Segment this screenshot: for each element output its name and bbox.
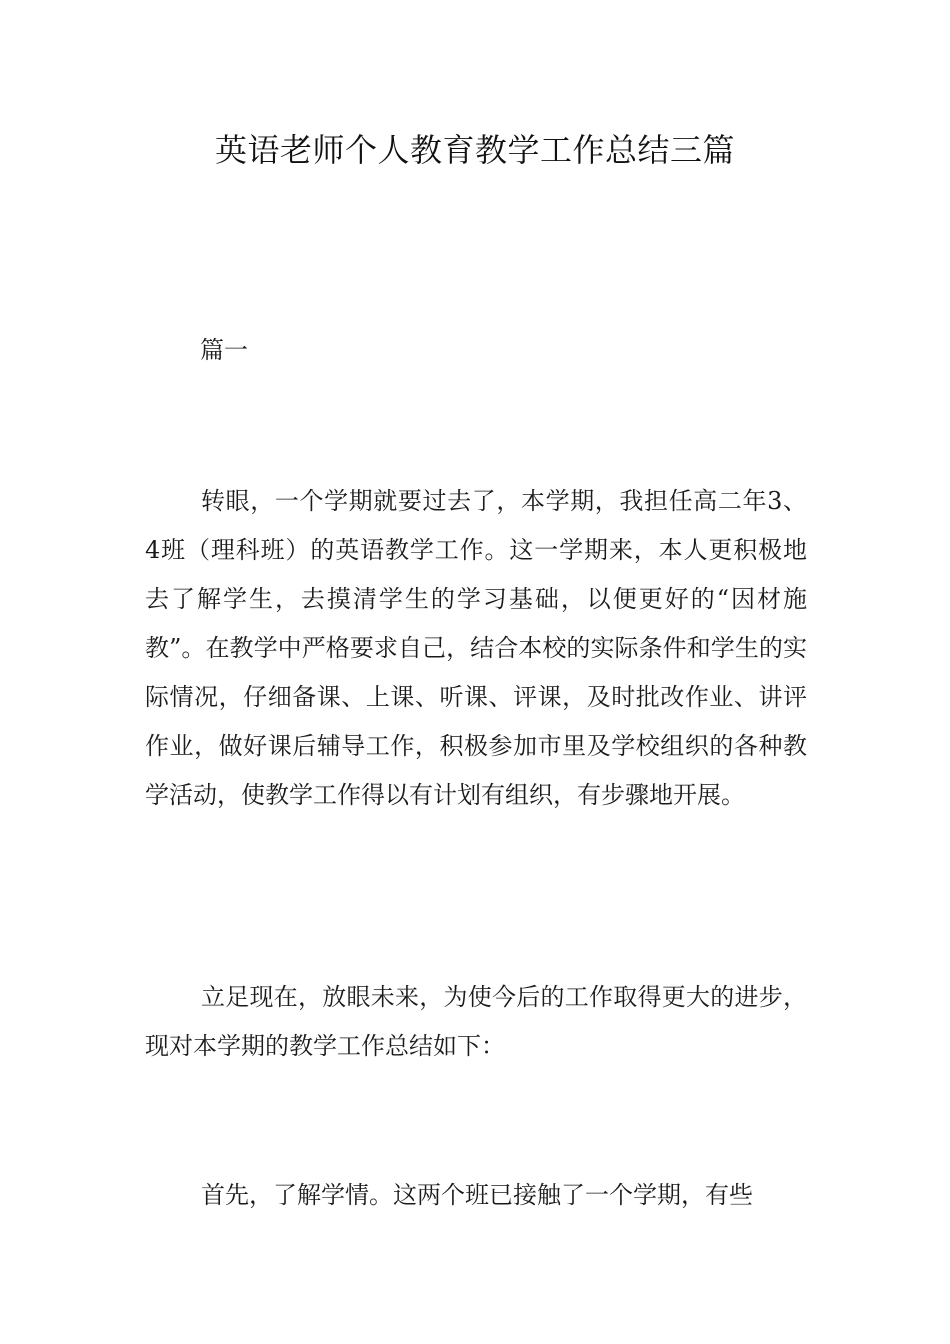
document-title: 英语老师个人教育教学工作总结三篇 bbox=[214, 131, 735, 169]
paragraph: 首先，了解学情。这两个班已接触了一个学期，有些 bbox=[201, 1181, 753, 1209]
paragraph: 转眼，一个学期就要过去了，本学期，我担任高二年3、4班（理科班）的英语教学工作。这一学期来，本人更积极地去了解学生，去摸清学生的学习基础，以便更好的“因材施教”。在教学中严格要求自己，结合本校的实际条件和学生的实际情况，仔细备课、上课、听课、评课，及时批改作业、讲评作业，做好课后辅导工作，积极参加市里及学校组织的各种教学活动，使教学工作得以有计划有组织，有步骤地开展。 bbox=[145, 487, 807, 809]
section-label: 篇一 bbox=[200, 336, 248, 364]
paragraph: 立足现在，放眼未来，为使今后的工作取得更大的进步，现对本学期的教学工作总结如下： bbox=[145, 983, 807, 1060]
